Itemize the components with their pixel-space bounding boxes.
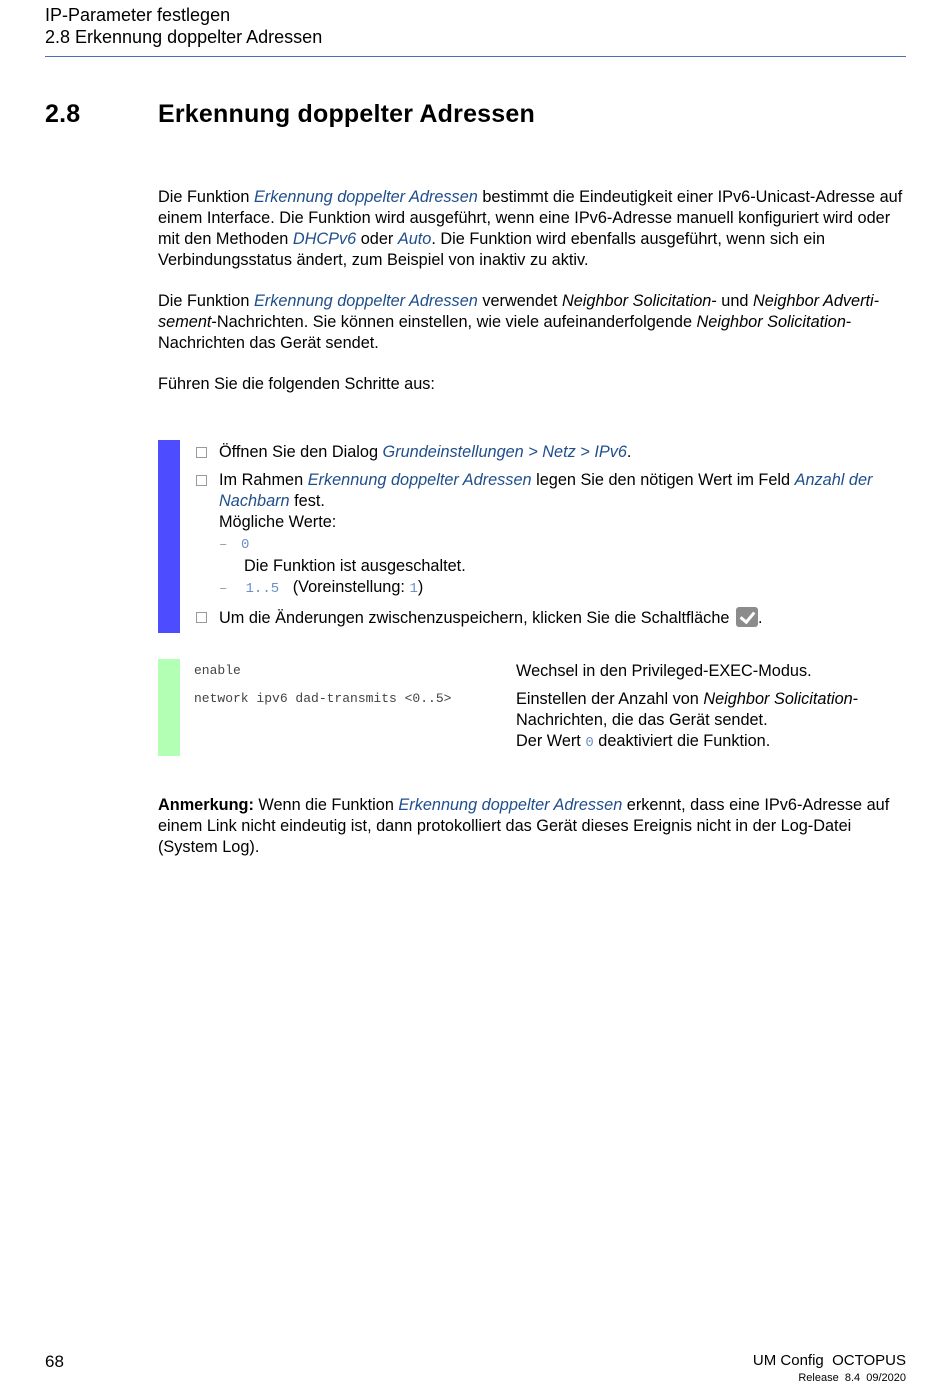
steps-intro: Führen Sie die folgenden Schritte aus: — [158, 375, 435, 393]
text: Öffnen Sie den Dialog — [219, 443, 383, 461]
step-checkbox[interactable] — [196, 447, 207, 458]
text: . — [626, 443, 632, 461]
text: -Nachrichten das Gerät sendet. — [158, 313, 852, 352]
dialog-path-link[interactable]: Grundeinstellungen > Netz > IPv6 — [382, 443, 627, 461]
section-number: 2.8 — [45, 100, 81, 128]
steps-marker-bar — [158, 440, 180, 633]
running-header-section: 2.8 Erkennung doppelter Adressen — [45, 27, 323, 47]
text: -Nachrichten. Sie können einstellen, wie viele aufeinanderfolgende — [211, 313, 697, 331]
option-value: 0 — [240, 537, 250, 553]
step-checkbox[interactable] — [196, 475, 207, 486]
text: verwendet — [477, 292, 562, 310]
cli-description-dad — [516, 689, 906, 754]
text: Die Funktion — [158, 188, 254, 206]
term-auto: Auto — [397, 230, 432, 248]
step-3 — [196, 607, 896, 629]
frame-name: Erkennung doppelter Adressen — [307, 471, 532, 489]
note-paragraph — [158, 795, 908, 858]
value-zero: 0 — [585, 735, 594, 751]
step-checkbox[interactable] — [196, 612, 207, 623]
text: bestimmt die Eindeutigkeit einer IPv6-Unicast-Adresse auf einem Interface. Die Funktion wird ausgeführt, wenn eine IPv6-Adresse manuell konfiguriert wird oder mit den Methoden — [158, 188, 903, 248]
text: -Nachrichten, die das Gerät sendet. — [516, 690, 859, 729]
text: Der Wert — [516, 732, 586, 750]
text: deaktiviert die Funktion. — [593, 732, 771, 750]
option-value: 1..5 — [245, 581, 280, 597]
dad-description-paragraph — [158, 291, 908, 354]
text: fest. — [289, 492, 325, 510]
section-title: Erkennung doppelter Adressen — [158, 100, 535, 128]
cli-command-enable: enable — [194, 663, 241, 678]
running-header-chapter: IP-Parameter festlegen — [45, 5, 231, 25]
text: Einstellen der Anzahl von — [516, 690, 704, 708]
release-info: Release 8.4 09/2020 — [798, 1372, 906, 1384]
term-link: Erkennung doppelter Adressen — [398, 796, 623, 814]
intro-paragraph — [158, 187, 908, 271]
option-description: Die Funktion ist ausgeschaltet. — [244, 557, 466, 575]
text: ) — [417, 578, 424, 596]
checkmark-icon[interactable] — [736, 607, 758, 627]
text: . Die Funktion wird ebenfalls ausgeführt, wenn sich ein Verbindungsstatus ändert, zum Beispiel von inaktiv zu aktiv. — [158, 230, 826, 269]
term-italic: Neighbor Solicitation — [703, 690, 853, 708]
term-italic: Neighbor Solicitation — [561, 292, 712, 310]
note-label: Anmerkung: — [158, 796, 254, 814]
cli-description-enable: Wechsel in den Privileged-EXEC-Modus. — [516, 662, 812, 680]
text: Um die Änderungen zwischenzuspeichern, klicken Sie die Schaltfläche — [219, 609, 734, 627]
text: . — [757, 609, 763, 627]
step-text — [219, 442, 896, 463]
text: Die Funktion — [158, 292, 254, 310]
cli-marker-bar — [158, 659, 180, 756]
text: erkennt, dass eine IPv6-Adresse auf einem Link nicht eindeutig ist, dann protokolliert das Gerät dieses Ereignis nicht in der Log-Datei (System Log). — [158, 796, 890, 856]
step-1 — [196, 442, 896, 463]
page-number: 68 — [45, 1352, 64, 1371]
cli-command-dad: network ipv6 dad-transmits <0..5> — [194, 691, 452, 706]
list-dash: – — [219, 581, 228, 597]
step-2 — [196, 470, 896, 600]
step-text — [219, 607, 896, 629]
text: (Voreinstellung: — [292, 578, 410, 596]
text: oder — [356, 230, 398, 248]
term-link: Erkennung doppelter Adressen — [253, 188, 478, 206]
text: legen Sie den nötigen Wert im Feld — [531, 471, 795, 489]
document-title: UM Config OCTOPUS — [752, 1352, 906, 1369]
header-divider — [45, 56, 906, 57]
text: Wenn die Funktion — [253, 796, 399, 814]
field-name: Anzahl der Nachbarn — [219, 471, 873, 510]
text: - und — [711, 292, 753, 310]
possible-values-label: Mögliche Werte: — [219, 513, 337, 531]
text: Im Rahmen — [219, 471, 308, 489]
term-dhcpv6: DHCPv6 — [292, 230, 357, 248]
list-dash: – — [219, 537, 228, 553]
default-value: 1 — [409, 581, 418, 597]
step-text — [219, 470, 896, 600]
term-link: Erkennung doppelter Adressen — [253, 292, 478, 310]
term-italic: Neighbor Adverti-sement — [158, 292, 880, 331]
term-italic: Neighbor Solicitation — [696, 313, 846, 331]
